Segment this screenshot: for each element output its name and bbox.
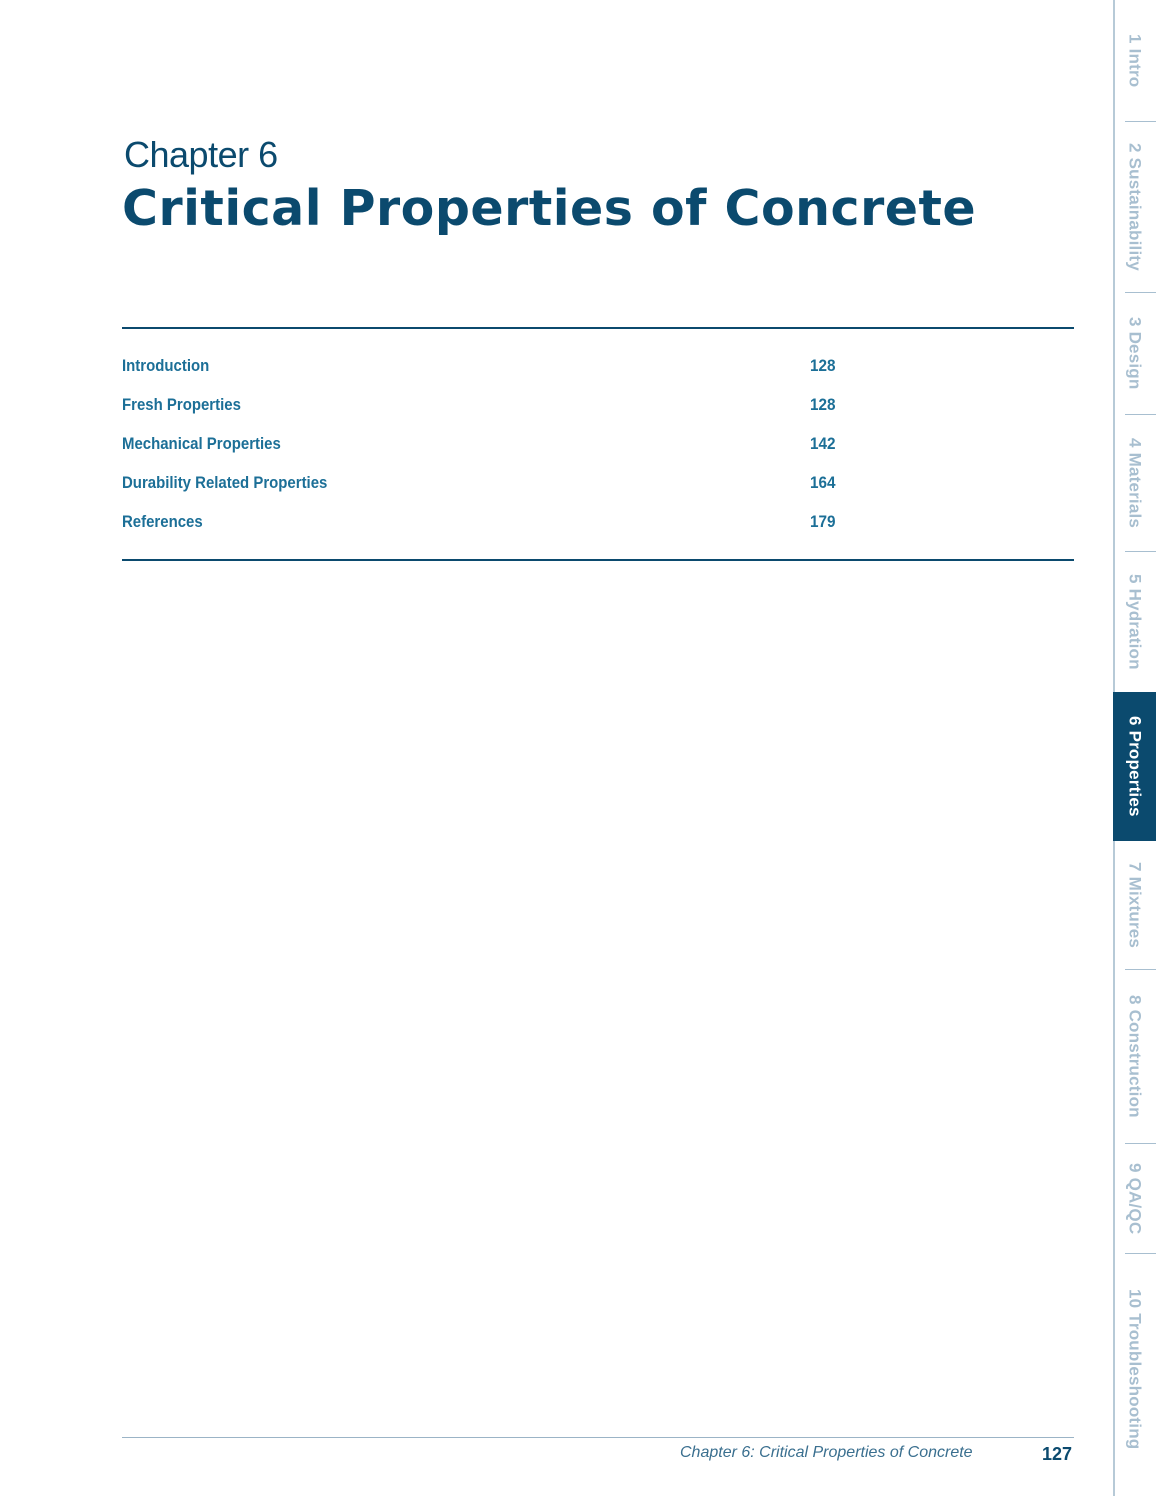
tab-label: 9 QA/QC: [1125, 1162, 1145, 1235]
tab-label: 8 Construction: [1125, 995, 1145, 1118]
tab-design[interactable]: [1113, 293, 1156, 414]
tab-qa-qc[interactable]: [1113, 1144, 1156, 1253]
tab-label: 5 Hydration: [1125, 573, 1145, 670]
toc-entry-title[interactable]: References: [122, 512, 203, 531]
tab-construction[interactable]: [1113, 970, 1156, 1143]
tab-troubleshooting[interactable]: [1113, 1254, 1156, 1484]
tab-intro[interactable]: [1113, 0, 1156, 121]
toc-bottom-rule: [122, 559, 1074, 561]
toc-top-rule: [122, 327, 1074, 329]
tab-materials[interactable]: [1113, 415, 1156, 551]
tab-label: 3 Design: [1125, 317, 1145, 390]
chapter-title: Critical Properties of Concrete: [122, 180, 977, 237]
footer-rule: [122, 1437, 1074, 1438]
tab-label: 7 Mixtures: [1125, 862, 1145, 949]
table-of-contents: [122, 352, 882, 547]
tab-hydration[interactable]: [1113, 552, 1156, 691]
tab-label: 1 Intro: [1125, 33, 1145, 88]
tab-label: 2 Sustainability: [1125, 143, 1145, 271]
toc-row[interactable]: [122, 430, 882, 469]
tab-sustainability[interactable]: [1113, 122, 1156, 292]
tab-label: 4 Materials: [1125, 437, 1145, 529]
toc-entry-page[interactable]: 142: [810, 434, 836, 453]
tab-mixtures[interactable]: [1113, 842, 1156, 969]
tab-label: 6 Properties: [1125, 716, 1145, 817]
chapter-side-tabs: [1113, 0, 1156, 1496]
toc-row[interactable]: [122, 352, 882, 391]
toc-row[interactable]: [122, 508, 882, 547]
toc-entry-page[interactable]: 164: [810, 473, 836, 492]
toc-row[interactable]: [122, 469, 882, 508]
toc-entry-page[interactable]: 128: [810, 395, 836, 414]
page-number: 127: [1042, 1444, 1073, 1464]
tab-properties[interactable]: [1113, 692, 1156, 841]
chapter-label: Chapter 6: [124, 134, 278, 175]
footer-running-title: Chapter 6: Critical Properties of Concrete: [680, 1444, 973, 1461]
tab-label: 10 Troubleshooting: [1125, 1288, 1145, 1450]
toc-entry-page[interactable]: 179: [810, 512, 836, 531]
toc-entry-title[interactable]: Fresh Properties: [122, 395, 241, 414]
toc-entry-title[interactable]: Introduction: [122, 356, 210, 375]
toc-entry-title[interactable]: Durability Related Properties: [122, 473, 328, 492]
toc-entry-title[interactable]: Mechanical Properties: [122, 434, 281, 453]
toc-entry-page[interactable]: 128: [810, 356, 836, 375]
toc-row[interactable]: [122, 391, 882, 430]
